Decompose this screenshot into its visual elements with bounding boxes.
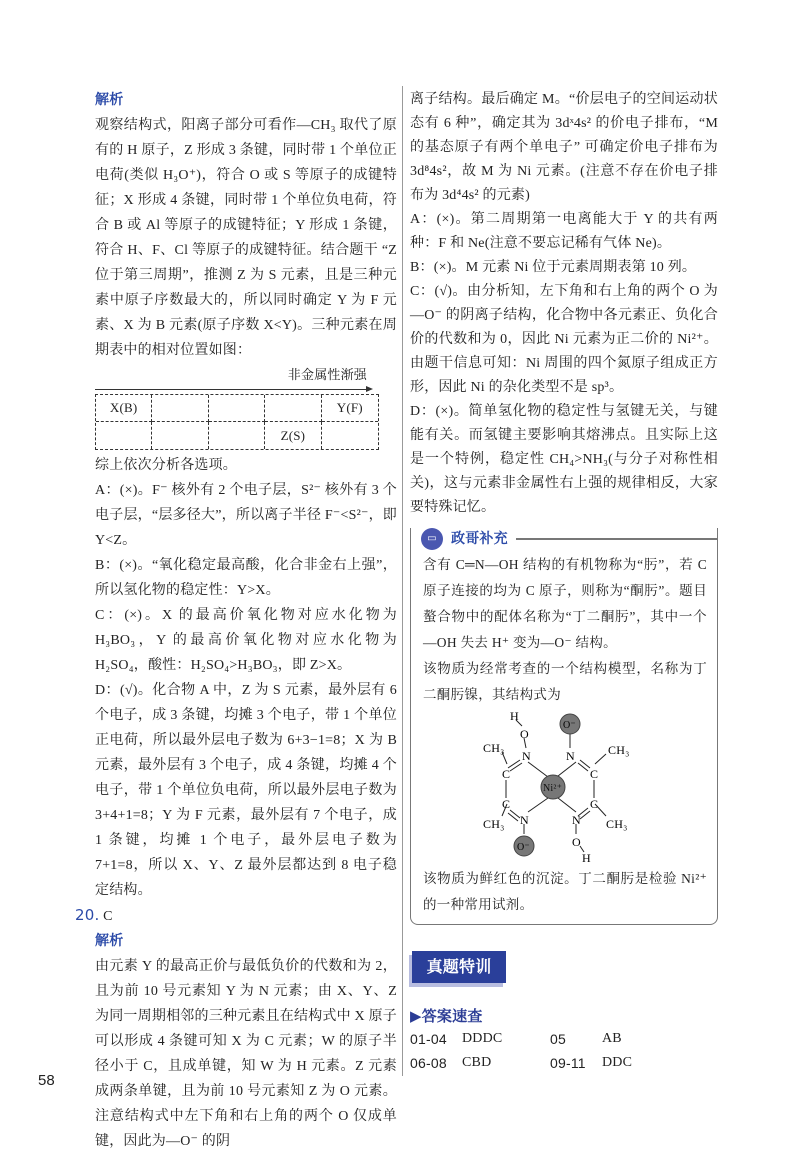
atom-label: O⁻ [563, 720, 576, 731]
table-cell: Z(S) [265, 422, 321, 449]
atom-label: CH₃ [606, 817, 628, 831]
answer-value: DDDC [462, 1031, 503, 1046]
analysis-paragraph: 观察结构式，阳离子部分可看作—CH₃ 取代了原有的 H 原子，Z 形成 3 条键，同时带 1 个单位正电荷(类似 H₃O⁺)，符合 O 或 S 等原子的成键特征；X 形成 4 条键，同时带 1 个单位负电荷，符合 B 或 Al 等原子的成键特征；Y 形成 1 条键，符合 H、F、Cl 等原子的成键特征。结合题干 “Z 位于第三周期”，推测 Z 为 S 元素，且是三种元素中原子序数最大的，所以同时确定 Y 为 F 元素、X 为 B 元素(原子序数 X<Y)。三种元素在周期表中的相对位置如图： [95, 118, 397, 358]
answer-value: AB [602, 1031, 622, 1046]
option-d: D：(√)。化合物 A 中，Z 为 S 元素，最外层有 6 个电子，成 3 条键，均摊 3 个电子，带 1 个单位正电荷，所以最外层电子数为 6+3−1=8；X 为 B 元素，最外层有 3 个电子，成 4 条键，均摊 4 个电子，带 1 个单位负电荷，所以最外层电子数为 3+4+1=8；Y 为 F 元素，最外层有 7 个电子，成 1 条键，均摊 1 个电子，最外层电子数为 7+1=8，所以 X、Y、Z 最外层都达到 8 电子稳定结构。 [95, 683, 397, 898]
supplement-body [423, 552, 707, 708]
atom-label: N [566, 749, 575, 763]
answer-range: 01-04 [410, 1031, 447, 1047]
table-cell: X(B) [96, 395, 152, 422]
page-number: 58 [38, 1072, 55, 1089]
option-b-20: B：(×)。M 元素 Ni 位于元素周期表第 10 列。 [410, 260, 697, 275]
option-a: A：(×)。F⁻ 核外有 2 个电子层，S²⁻ 核外有 3 个电子层，“层多径大”，所以离子半径 F⁻<S²⁻，即 Y<Z。 [95, 483, 397, 548]
atom-label: C [502, 767, 511, 781]
question-number: 20. [75, 906, 100, 924]
analysis-heading: 解析 [95, 92, 124, 108]
answers-heading: ▶答案速查 [410, 1007, 483, 1025]
analysis-continued: 离子结构。最后确定 M。“价层电子的空间运动状态有 6 种”，确定其为 3dˣ4s² 的价电子排布，“M 的基态原子有两个单电子” 可确定价电子排布为 3d⁸4s²，故 M 为 Ni 元素。(注意不存在价电子排布为 3d⁴4s² 的元素) [410, 92, 718, 203]
column-divider [402, 86, 403, 1076]
answer-letter: C [103, 909, 113, 924]
table-cell [322, 422, 378, 449]
table-cell [152, 395, 208, 422]
table-cell [96, 422, 152, 449]
answer-row [410, 1051, 718, 1075]
atom-label: O [572, 835, 581, 849]
atom-label: C [590, 797, 599, 811]
atom-label: H [510, 710, 519, 723]
arrow-label: 非金属性渐强 [287, 368, 367, 383]
atom-label: C [590, 767, 599, 781]
option-b: B：(×)。“氧化稳定最高酸，化合非金右上强”，所以氢化物的稳定性：Y>X。 [95, 558, 397, 598]
table-cell: Y(F) [322, 395, 378, 422]
right-column [410, 88, 718, 1075]
atom-label: H [582, 851, 591, 865]
atom-label: N [522, 749, 531, 763]
option-c: C：(×)。X 的最高价氧化物对应水化物为 H₃BO₃，Y 的最高价氧化物对应水化物为 H₂SO₄，酸性：H₂SO₄>H₃BO₃，即 Z>X。 [95, 608, 397, 673]
atom-label: N [572, 813, 581, 827]
option-c-20: C：(√)。由分析知，左下角和右上角的两个 O 为—O⁻ 的阴离子结构，化合物中各元素正、负化合价的代数和为 0，因此 Ni 元素为正二价的 Ni²⁺。由题干信息可知：Ni 周围的四个氮原子组成正方形，因此 Ni 的杂化类型不是 sp³。 [410, 284, 718, 395]
answer-range: 09-11 [550, 1055, 586, 1071]
left-column [75, 88, 397, 1154]
periodic-position-table [95, 367, 397, 451]
answer-value: CBD [462, 1055, 492, 1070]
chat-icon: ▭ [421, 528, 443, 550]
option-d-20: D：(×)。简单氢化物的稳定性与氢键无关，与键能有关。而氢键主要影响其熔沸点。且实际上这是一个特例，稳定性 CH₄>NH₃(与分子对称性相关)，这与元素非金属性右上强的规律相反，大家要特殊记忆。 [410, 404, 718, 515]
supplement-title: 政哥补充 [451, 531, 508, 547]
supplement-paragraph: 该物质为经常考查的一个结构模型，名称为丁二酮肟镍，其结构式为 [423, 661, 707, 702]
atom-label: O⁻ [517, 842, 530, 853]
summary-line: 综上依次分析各选项。 [95, 458, 237, 473]
supplement-box [410, 528, 718, 925]
option-a-20: A：(×)。第二周期第一电离能大于 Y 的共有两种：F 和 Ne(注意不要忘记稀有气体 Ne)。 [410, 212, 718, 251]
supplement-rule [516, 538, 717, 540]
section-banner: 真题特训 [412, 951, 506, 983]
supplement-paragraph: 含有 C═N—OH 结构的有机物称为“肟”，若 C 原子连接的均为 C 原子，则称为“酮肟”。题目螯合物中的配体名称为“丁二酮肟”，其中一个—OH 失去 H⁺ 变为—O⁻ 结构。 [423, 557, 707, 650]
answer-range: 06-08 [410, 1055, 447, 1071]
atom-label: CH₃ [608, 743, 630, 757]
atom-label: C [502, 797, 511, 811]
answer-row [410, 1027, 718, 1051]
analysis-heading-2: 解析 [95, 933, 124, 949]
atom-label: CH₃ [483, 741, 505, 755]
supplement-footer: 该物质为鲜红色的沉淀。丁二酮肟是检验 Ni²⁺ 的一种常用试剂。 [423, 871, 707, 912]
nickel-dimethylglyoxime-structure [480, 710, 650, 866]
table-cell [209, 422, 265, 449]
supplement-header [411, 528, 717, 550]
table-cell [209, 395, 265, 422]
table-cell [265, 395, 321, 422]
atom-label: N [520, 813, 529, 827]
atom-label: O [520, 727, 529, 741]
table-cell [152, 422, 208, 449]
atom-label: CH₃ [483, 817, 505, 831]
arrow-icon [95, 389, 367, 390]
question-20-answer [75, 903, 397, 929]
answer-value: DDC [602, 1055, 633, 1070]
answer-range: 05 [550, 1031, 566, 1047]
analysis-paragraph-20: 由元素 Y 的最高正价与最低负价的代数和为 2，且为前 10 号元素知 Y 为 N 元素；由 X、Y、Z 为同一周期相邻的三种元素且在结构式中 X 原子可以形成 4 条键可知 X 为 C 元素；W 的原子半径小于 C，且成单键，知 W 为 H 元素。Z 元素成两条单键，且为前 10 号元素知 Z 为 O 元素。注意结构式中左下角和右上角的两个 O 仅成单键，因此为—O⁻ 的阴 [95, 959, 397, 1149]
atom-label: Ni²⁺ [543, 783, 563, 794]
